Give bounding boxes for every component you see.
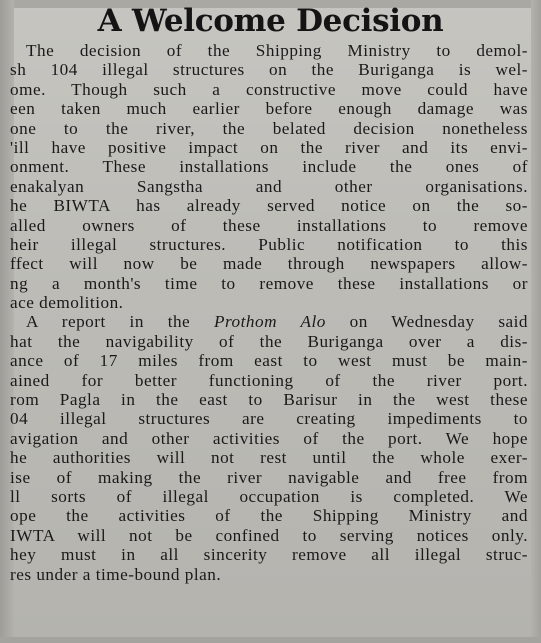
text-line: ise of making the river navigable and free from [10,467,528,487]
text-line: onment. These installations include the ones of [10,157,528,177]
text-line: ained for better functioning of the river port. [10,370,528,390]
bottom-edge [0,637,541,643]
text-line: ope the activities of the Shipping Ministry and [10,506,528,526]
text-line: rom Pagla in the east to Barisur in the west these [10,390,528,410]
article-body [10,41,528,584]
text-line: res under a time-bound plan. [10,564,222,584]
text-line: avigation and other activities of the port. We hope [10,428,528,448]
text-line: enakalyan Sangstha and other organisations. [10,176,528,196]
text-line: he authorities will not rest until the whole exer- [10,448,528,468]
paragraph-1 [10,41,528,312]
text-line: sh 104 illegal structures on the Buriganga is wel- [10,60,528,80]
text-line: hat the navigability of the Buriganga over a dis- [10,331,528,351]
text-line: heir illegal structures. Public notification to this [10,234,528,254]
text-line: ng a month's time to remove these installations or [10,273,528,293]
text-line: ance of 17 miles from east to west must be main- [10,351,528,371]
paragraph-2 [10,312,528,583]
text-line: he BIWTA has already served notice on the so- [10,196,528,216]
text-line: een taken much earlier before enough damage was [10,99,528,119]
text-line [10,312,528,331]
text-line: hey must in all sincerity remove all illegal struc- [10,545,528,565]
text-line: IWTA will not be confined to serving notices only. [10,525,528,545]
text-fragment: A report in the [26,312,214,332]
newspaper-name: Prothom Alo [213,312,326,332]
text-line: ffect will now be made through newspapers allow- [10,254,528,274]
text-fragment: on Wednesday said [325,312,528,332]
text-line: 'ill have positive impact on the river and its envi- [10,137,528,157]
right-margin [531,0,541,643]
text-line: ome. Though such a constructive move could have [10,79,528,99]
headline: A Welcome Decision [97,3,444,39]
text-line: The decision of the Shipping Ministry to demol- [26,41,528,60]
text-line: ace demolition. [10,293,124,313]
text-line: ll sorts of illegal occupation is completed. We [10,486,528,506]
text-line: alled owners of these installations to remove [10,215,528,235]
text-line: 04 illegal structures are creating impediments to [10,409,528,429]
text-line: one to the river, the belated decision nonetheless [10,118,528,138]
